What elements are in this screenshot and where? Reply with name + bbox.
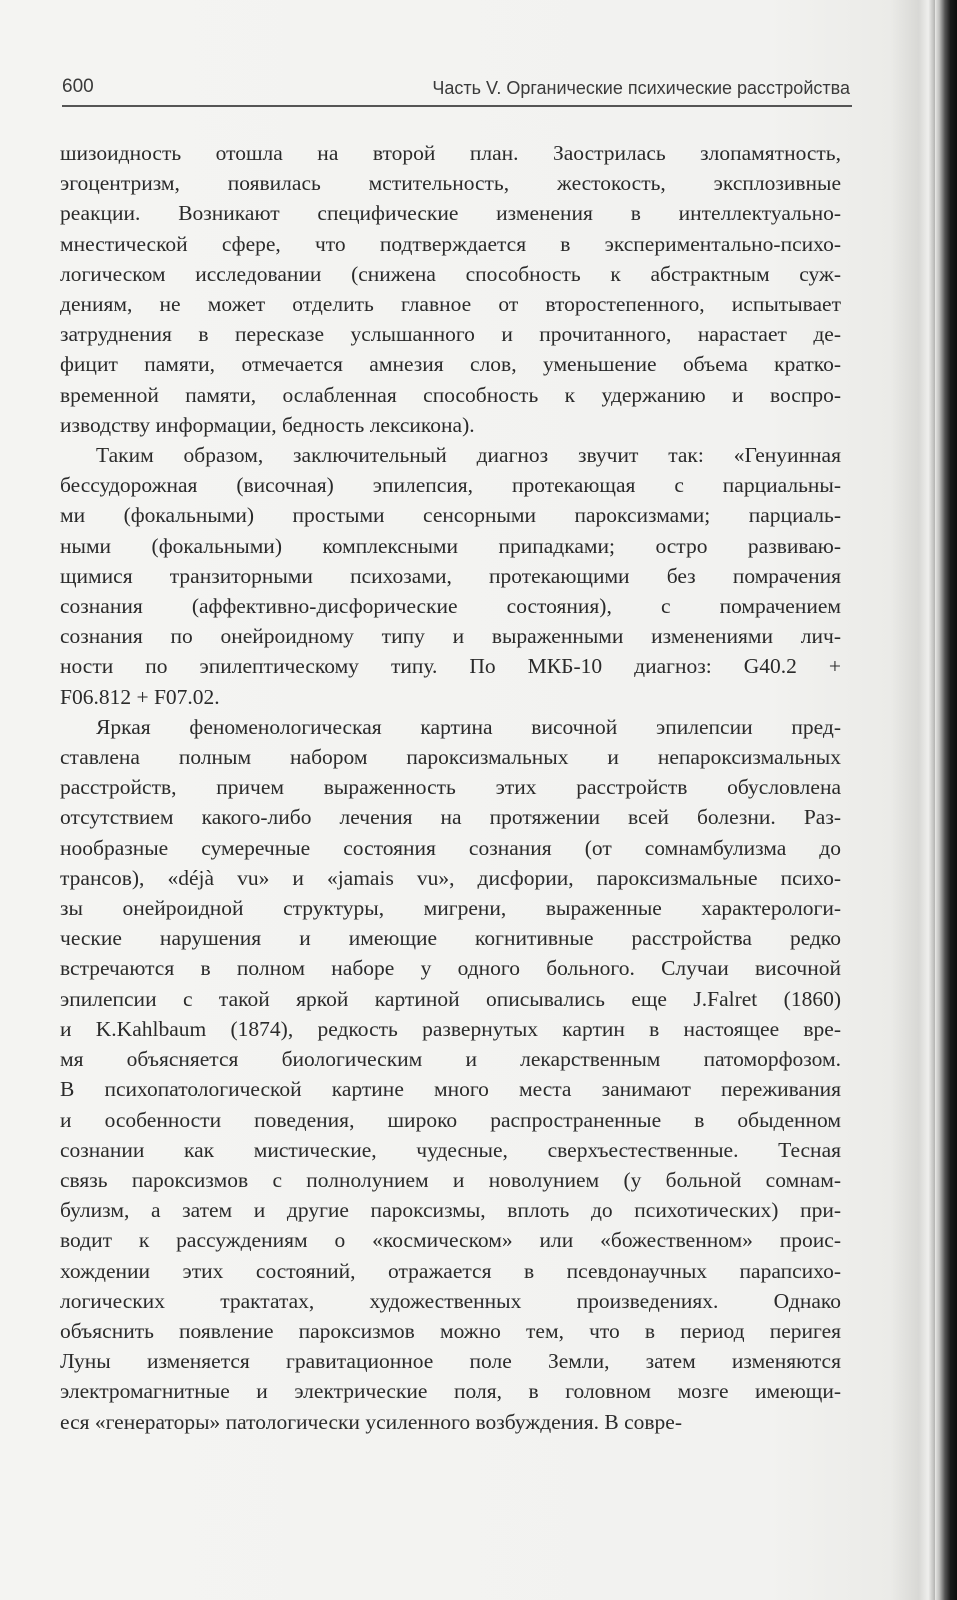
text-line: зы онейроидной структуры, мигрени, выраженные характерологи- [60, 896, 841, 921]
body-text [60, 138, 841, 1437]
text-line: сознания по онейроидному типу и выраженными изменениями лич- [60, 624, 841, 649]
book-spine-shadow [935, 0, 957, 1600]
text-line: В психопатологической картине много места занимают переживания [60, 1077, 841, 1102]
text-line: ческие нарушения и имеющие когнитивные расстройства редко [60, 926, 841, 951]
text-line: сознания (аффективно-дисфорические состояния), с помрачением [60, 594, 841, 619]
text-line: расстройств, причем выраженность этих расстройств обусловлена [60, 775, 841, 800]
text-line: шизоидность отошла на второй план. Заострилась злопамятность, [60, 141, 841, 165]
running-head: Часть V. Органические психические расстройства [432, 78, 850, 98]
text-line: нообразные сумеречные состояния сознания (от сомнамбулизма до [60, 835, 841, 860]
text-line: ми (фокальными) простыми сенсорными пароксизмами; парциаль- [60, 503, 841, 528]
text-line: отсутствием какого-либо лечения на протяжении всей болезни. Раз- [60, 805, 841, 830]
text-line: связь пароксизмов с полнолунием и новолунием (у больной сомнам- [60, 1167, 841, 1192]
text-line: и K.Kahlbaum (1874), редкость развернутых картин в настоящее вре- [60, 1016, 841, 1041]
text-line: дениям, не может отделить главное от второстепенного, испытывает [60, 292, 841, 317]
paragraph [60, 712, 841, 1437]
text-line: логическом исследовании (снижена способность к абстрактным суж- [60, 261, 841, 286]
text-line: временной памяти, ослабленная способность к удержанию и воспро- [60, 382, 841, 407]
text-line: Таким образом, заключительный диагноз звучит так: «Генуинная [96, 443, 841, 468]
text-line: ности по эпилептическому типу. По МКБ-10 диагноз: G40.2 + [60, 654, 841, 679]
text-line: еся «генераторы» патологически усиленного возбуждения. В совре- [60, 1409, 682, 1434]
text-line: Луны изменяется гравитационное поле Земли, затем изменяются [60, 1349, 841, 1374]
text-line: объяснить появление пароксизмов можно тем, что в период перигея [60, 1318, 841, 1343]
text-line: щимися транзиторными психозами, протекающими без помрачения [60, 563, 841, 588]
text-line: сознании как мистические, чудесные, сверхъестественные. Тесная [60, 1137, 841, 1162]
text-line: булизм, а затем и другие пароксизмы, вплоть до психотических) при- [60, 1198, 841, 1223]
text-line: фицит памяти, отмечается амнезия слов, уменьшение объема кратко- [60, 352, 841, 377]
text-line: хождении этих состояний, отражается в псевдонаучных парапсихо- [60, 1258, 841, 1283]
text-line: F06.812 + F07.02. [60, 684, 220, 709]
text-line: логических трактатах, художественных произведениях. Однако [60, 1288, 841, 1313]
text-line: эпилепсии с такой яркой картиной описывались еще J.Falret (1860) [60, 986, 841, 1011]
text-line: водит к рассуждениям о «космическом» или «божественном» проис- [60, 1228, 841, 1253]
text-line: изводству информации, бедность лексикона). [60, 412, 475, 437]
paragraph [60, 440, 841, 712]
text-line: затруднения в пересказе услышанного и прочитанного, нарастает де- [60, 322, 841, 347]
text-line: и особенности поведения, широко распространенные в обыденном [60, 1107, 841, 1132]
paragraph [60, 138, 841, 440]
text-line: электромагнитные и электрические поля, в головном мозге имеющи- [60, 1379, 841, 1404]
text-line: трансов), «déjà vu» и «jamais vu», дисфории, пароксизмальные психо- [60, 865, 841, 890]
text-line: мя объясняется биологическим и лекарственным патоморфозом. [60, 1047, 841, 1072]
text-line: встречаются в полном наборе у одного больного. Случаи височной [60, 956, 841, 981]
header-rule [62, 105, 852, 107]
text-line: ставлена полным набором пароксизмальных и непароксизмальных [60, 745, 841, 770]
text-line: эгоцентризм, появилась мстительность, жестокость, эксплозивные [60, 171, 841, 196]
text-line: Яркая феноменологическая картина височной эпилепсии пред- [96, 714, 841, 739]
page-number: 600 [62, 76, 94, 97]
text-line: реакции. Возникают специфические изменения в интеллектуально- [60, 201, 841, 226]
page-header [62, 76, 850, 104]
text-line: бессудорожная (височная) эпилепсия, протекающая с парциальны- [60, 473, 841, 498]
text-line: мнестической сфере, что подтверждается в экспериментально-психо- [60, 231, 841, 256]
text-line: ными (фокальными) комплексными припадками; остро развиваю- [60, 533, 841, 558]
